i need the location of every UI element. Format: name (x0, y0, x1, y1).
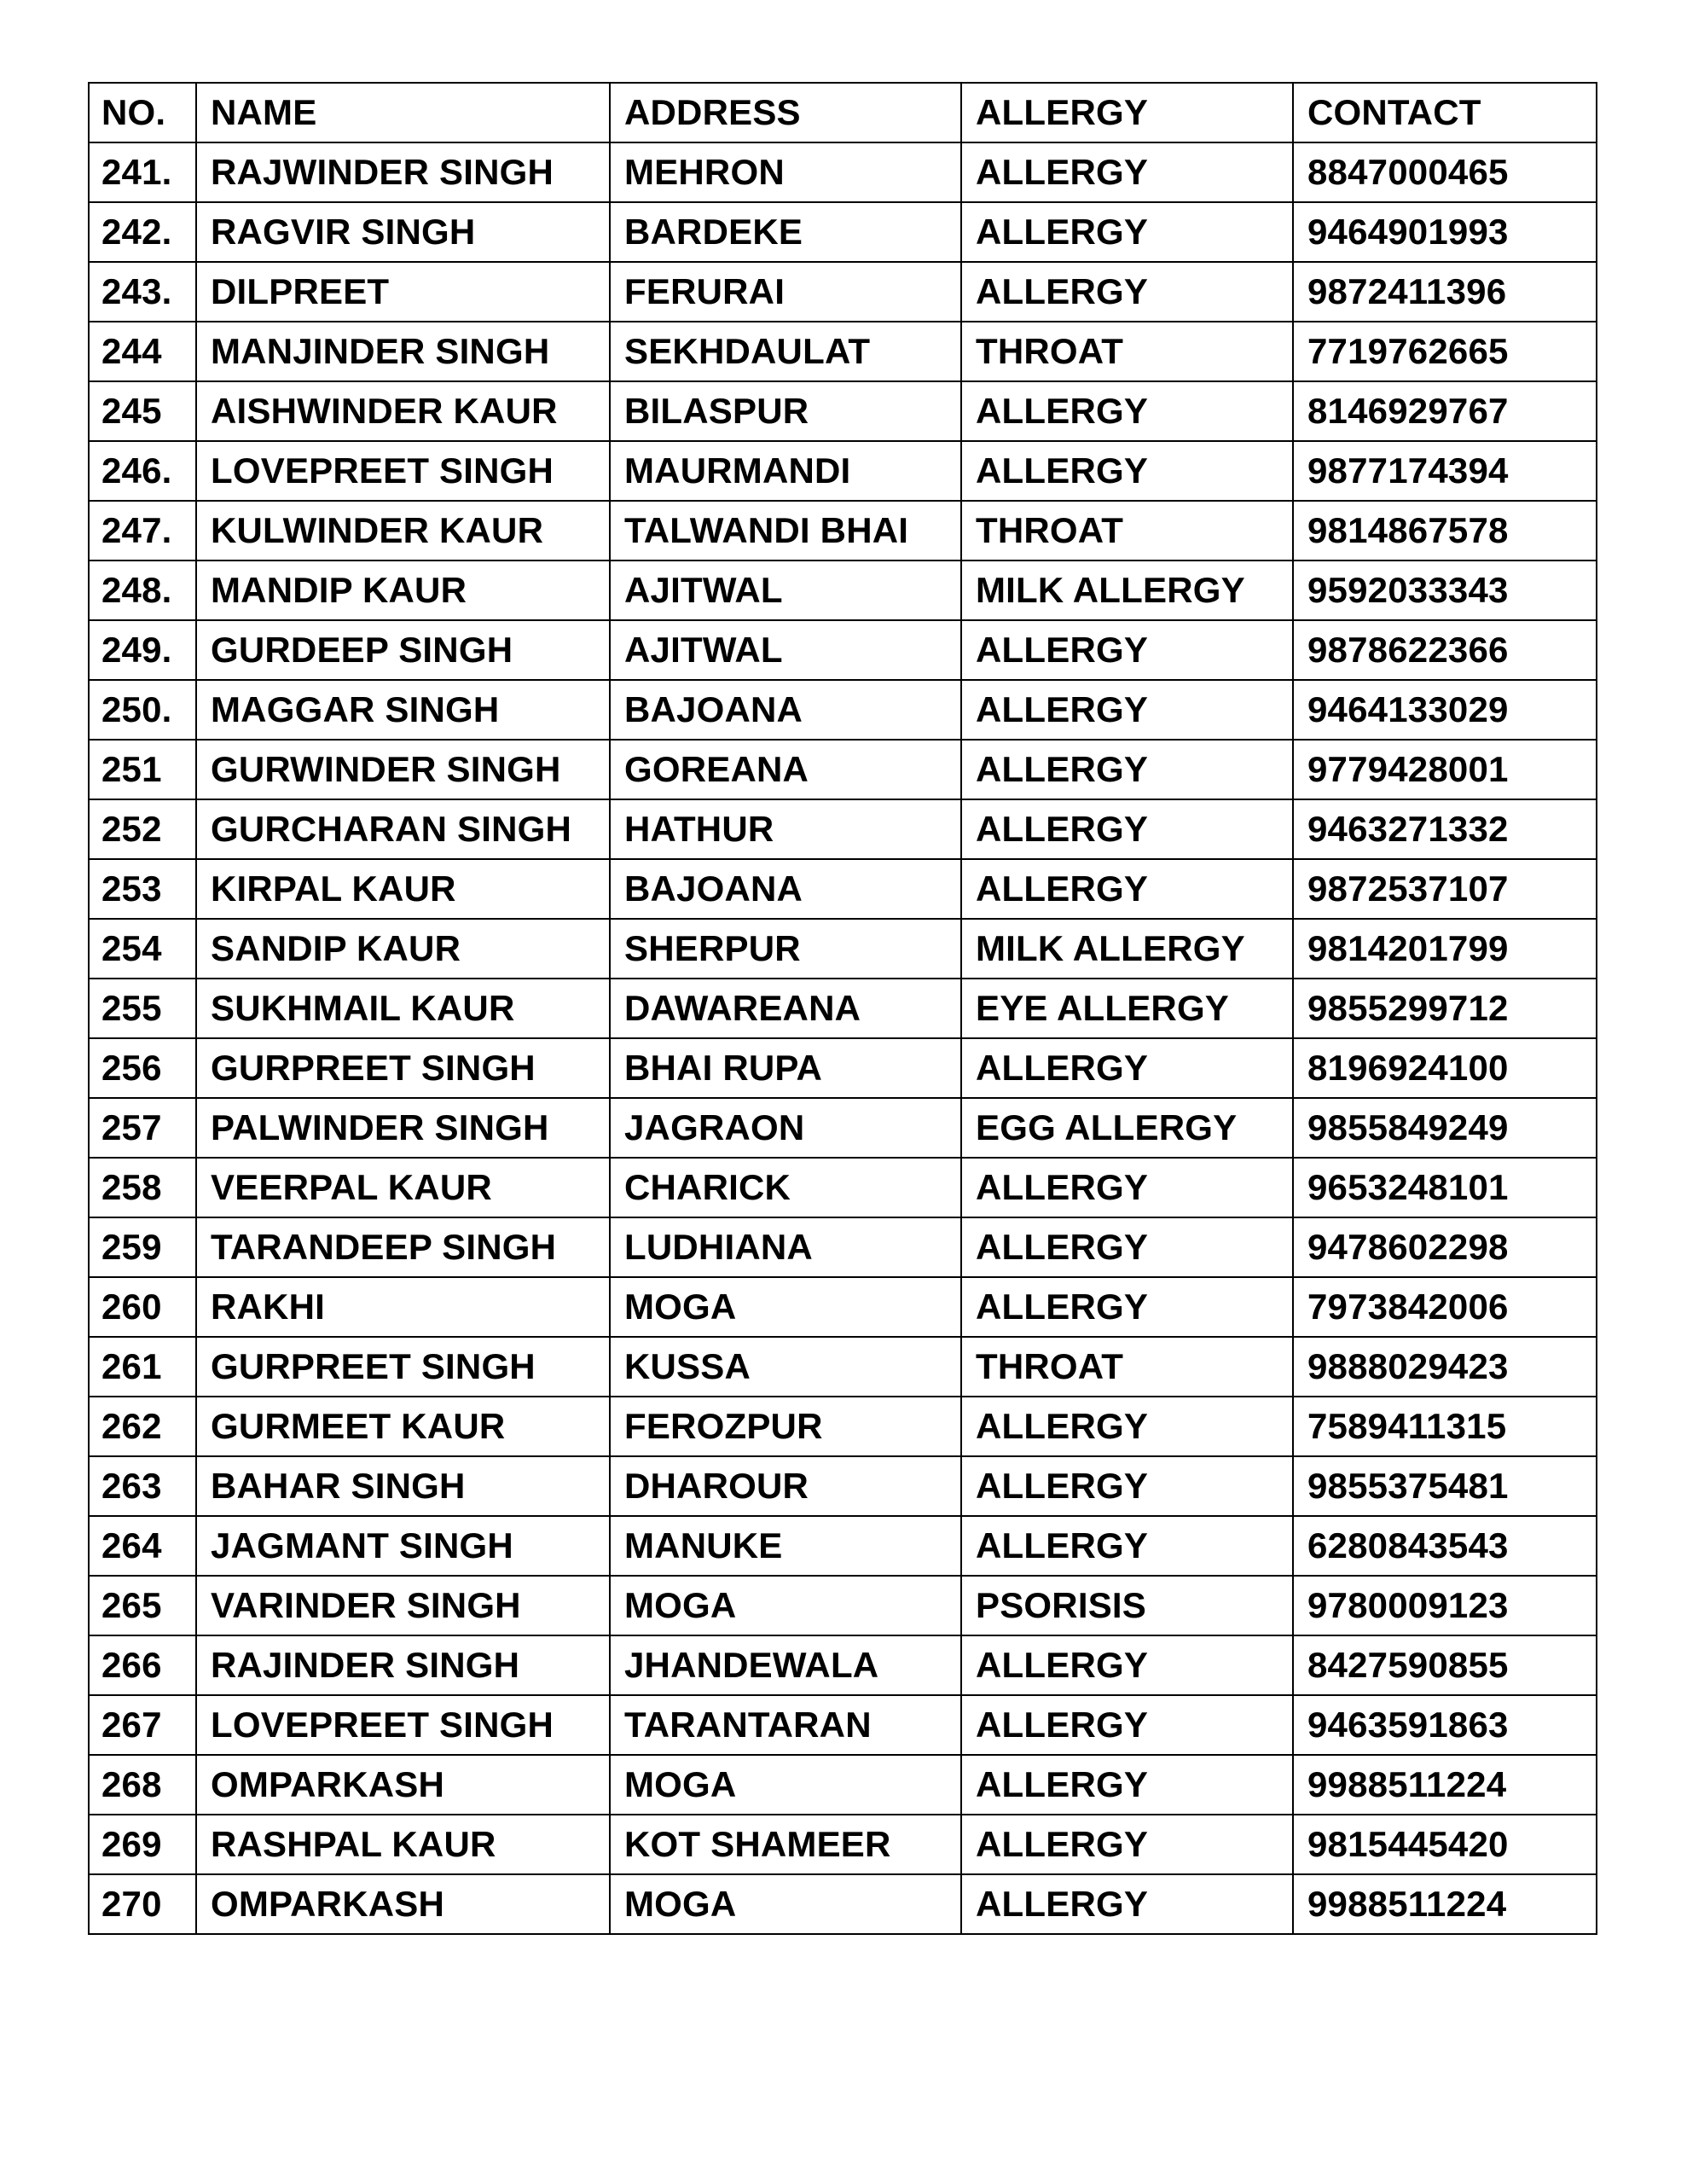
table-row (89, 1815, 1597, 1874)
cell-contact: 7973842006 (1293, 1277, 1597, 1337)
table-row (89, 979, 1597, 1038)
cell-address: BARDEKE (610, 202, 961, 262)
table-row (89, 322, 1597, 381)
cell-no: 259 (89, 1217, 196, 1277)
cell-contact: 6280843543 (1293, 1516, 1597, 1576)
cell-no: 250. (89, 680, 196, 740)
cell-address: MEHRON (610, 142, 961, 202)
cell-allergy: ALLERGY (961, 1038, 1293, 1098)
cell-contact: 8196924100 (1293, 1038, 1597, 1098)
table-row (89, 799, 1597, 859)
cell-allergy: THROAT (961, 501, 1293, 561)
cell-name: VARINDER SINGH (196, 1576, 610, 1635)
table-row (89, 859, 1597, 919)
cell-no: 248. (89, 561, 196, 620)
cell-allergy: ALLERGY (961, 262, 1293, 322)
table-row (89, 381, 1597, 441)
table-row (89, 740, 1597, 799)
cell-allergy: ALLERGY (961, 1874, 1293, 1934)
cell-no: 263 (89, 1456, 196, 1516)
cell-address: MOGA (610, 1874, 961, 1934)
cell-address: GOREANA (610, 740, 961, 799)
cell-allergy: ALLERGY (961, 441, 1293, 501)
table-row (89, 501, 1597, 561)
cell-name: RAJINDER SINGH (196, 1635, 610, 1695)
cell-allergy: ALLERGY (961, 202, 1293, 262)
table-row (89, 1635, 1597, 1695)
cell-no: 262 (89, 1397, 196, 1456)
cell-contact: 9815445420 (1293, 1815, 1597, 1874)
cell-no: 270 (89, 1874, 196, 1934)
cell-no: 247. (89, 501, 196, 561)
cell-contact: 9463591863 (1293, 1695, 1597, 1755)
cell-contact: 9872411396 (1293, 262, 1597, 322)
table-row (89, 919, 1597, 979)
cell-name: MANDIP KAUR (196, 561, 610, 620)
cell-contact: 9464133029 (1293, 680, 1597, 740)
cell-name: RASHPAL KAUR (196, 1815, 610, 1874)
cell-address: KOT SHAMEER (610, 1815, 961, 1874)
cell-contact: 9988511224 (1293, 1755, 1597, 1815)
cell-address: AJITWAL (610, 561, 961, 620)
table-row (89, 1038, 1597, 1098)
cell-no: 242. (89, 202, 196, 262)
cell-address: KUSSA (610, 1337, 961, 1397)
cell-allergy: PSORISIS (961, 1576, 1293, 1635)
cell-address: BILASPUR (610, 381, 961, 441)
table-row (89, 1397, 1597, 1456)
cell-no: 251 (89, 740, 196, 799)
cell-no: 249. (89, 620, 196, 680)
cell-no: 243. (89, 262, 196, 322)
cell-address: MOGA (610, 1277, 961, 1337)
table-row (89, 441, 1597, 501)
table-row (89, 1217, 1597, 1277)
cell-contact: 9988511224 (1293, 1874, 1597, 1934)
cell-allergy: EGG ALLERGY (961, 1098, 1293, 1158)
cell-no: 268 (89, 1755, 196, 1815)
cell-address: FEROZPUR (610, 1397, 961, 1456)
cell-no: 255 (89, 979, 196, 1038)
cell-address: FERURAI (610, 262, 961, 322)
cell-contact: 9780009123 (1293, 1576, 1597, 1635)
cell-no: 253 (89, 859, 196, 919)
cell-address: TALWANDI BHAI (610, 501, 961, 561)
cell-address: HATHUR (610, 799, 961, 859)
cell-no: 265 (89, 1576, 196, 1635)
cell-no: 244 (89, 322, 196, 381)
cell-contact: 9877174394 (1293, 441, 1597, 501)
cell-allergy: ALLERGY (961, 1456, 1293, 1516)
cell-allergy: MILK ALLERGY (961, 919, 1293, 979)
cell-contact: 9855849249 (1293, 1098, 1597, 1158)
table-row (89, 1874, 1597, 1934)
cell-no: 245 (89, 381, 196, 441)
cell-contact: 9478602298 (1293, 1217, 1597, 1277)
table-row (89, 620, 1597, 680)
cell-name: RAGVIR SINGH (196, 202, 610, 262)
cell-name: OMPARKASH (196, 1874, 610, 1934)
cell-name: RAKHI (196, 1277, 610, 1337)
cell-name: MAGGAR SINGH (196, 680, 610, 740)
table-row (89, 1158, 1597, 1217)
cell-name: GURCHARAN SINGH (196, 799, 610, 859)
cell-name: OMPARKASH (196, 1755, 610, 1815)
cell-no: 264 (89, 1516, 196, 1576)
cell-contact: 9814867578 (1293, 501, 1597, 561)
cell-no: 241. (89, 142, 196, 202)
table-row (89, 1337, 1597, 1397)
cell-contact: 9855375481 (1293, 1456, 1597, 1516)
cell-no: 267 (89, 1695, 196, 1755)
table-row (89, 680, 1597, 740)
cell-name: GURMEET KAUR (196, 1397, 610, 1456)
header-allergy: ALLERGY (961, 83, 1293, 142)
cell-name: DILPREET (196, 262, 610, 322)
table-header-row (89, 83, 1597, 142)
cell-no: 257 (89, 1098, 196, 1158)
table-row (89, 1576, 1597, 1635)
cell-contact: 8847000465 (1293, 142, 1597, 202)
cell-allergy: ALLERGY (961, 142, 1293, 202)
cell-name: MANJINDER SINGH (196, 322, 610, 381)
cell-address: MAURMANDI (610, 441, 961, 501)
cell-name: VEERPAL KAUR (196, 1158, 610, 1217)
cell-address: SHERPUR (610, 919, 961, 979)
cell-name: GURPREET SINGH (196, 1337, 610, 1397)
cell-contact: 9888029423 (1293, 1337, 1597, 1397)
table-row (89, 561, 1597, 620)
cell-name: RAJWINDER SINGH (196, 142, 610, 202)
table-row (89, 1098, 1597, 1158)
cell-no: 252 (89, 799, 196, 859)
cell-contact: 9779428001 (1293, 740, 1597, 799)
cell-no: 260 (89, 1277, 196, 1337)
cell-address: DAWAREANA (610, 979, 961, 1038)
cell-name: BAHAR SINGH (196, 1456, 610, 1516)
cell-allergy: ALLERGY (961, 680, 1293, 740)
cell-address: DHAROUR (610, 1456, 961, 1516)
cell-allergy: ALLERGY (961, 1217, 1293, 1277)
cell-address: MOGA (610, 1755, 961, 1815)
cell-address: AJITWAL (610, 620, 961, 680)
cell-allergy: MILK ALLERGY (961, 561, 1293, 620)
cell-no: 258 (89, 1158, 196, 1217)
cell-no: 261 (89, 1337, 196, 1397)
patient-allergy-table (88, 82, 1597, 1935)
cell-contact: 8427590855 (1293, 1635, 1597, 1695)
cell-address: MANUKE (610, 1516, 961, 1576)
cell-contact: 9463271332 (1293, 799, 1597, 859)
cell-address: JHANDEWALA (610, 1635, 961, 1695)
cell-name: GURWINDER SINGH (196, 740, 610, 799)
cell-allergy: ALLERGY (961, 740, 1293, 799)
cell-name: KULWINDER KAUR (196, 501, 610, 561)
cell-address: MOGA (610, 1576, 961, 1635)
table-row (89, 1456, 1597, 1516)
cell-contact: 9464901993 (1293, 202, 1597, 262)
cell-contact: 7589411315 (1293, 1397, 1597, 1456)
cell-name: GURPREET SINGH (196, 1038, 610, 1098)
cell-no: 246. (89, 441, 196, 501)
cell-no: 256 (89, 1038, 196, 1098)
cell-contact: 9855299712 (1293, 979, 1597, 1038)
cell-address: TARANTARAN (610, 1695, 961, 1755)
cell-address: CHARICK (610, 1158, 961, 1217)
table-body (89, 142, 1597, 1934)
header-name: NAME (196, 83, 610, 142)
cell-name: KIRPAL KAUR (196, 859, 610, 919)
cell-no: 266 (89, 1635, 196, 1695)
cell-allergy: ALLERGY (961, 1277, 1293, 1337)
cell-contact: 9872537107 (1293, 859, 1597, 919)
table-row (89, 142, 1597, 202)
table-row (89, 1277, 1597, 1337)
cell-no: 254 (89, 919, 196, 979)
cell-address: SEKHDAULAT (610, 322, 961, 381)
cell-allergy: ALLERGY (961, 1695, 1293, 1755)
cell-name: SANDIP KAUR (196, 919, 610, 979)
cell-allergy: ALLERGY (961, 1815, 1293, 1874)
cell-allergy: ALLERGY (961, 1755, 1293, 1815)
table-row (89, 202, 1597, 262)
cell-address: BAJOANA (610, 680, 961, 740)
cell-name: SUKHMAIL KAUR (196, 979, 610, 1038)
table-row (89, 1516, 1597, 1576)
cell-address: BAJOANA (610, 859, 961, 919)
table-row (89, 1755, 1597, 1815)
header-no: NO. (89, 83, 196, 142)
cell-name: TARANDEEP SINGH (196, 1217, 610, 1277)
cell-allergy: ALLERGY (961, 620, 1293, 680)
cell-allergy: ALLERGY (961, 1397, 1293, 1456)
cell-allergy: EYE ALLERGY (961, 979, 1293, 1038)
header-address: ADDRESS (610, 83, 961, 142)
cell-address: BHAI RUPA (610, 1038, 961, 1098)
cell-contact: 8146929767 (1293, 381, 1597, 441)
cell-contact: 9878622366 (1293, 620, 1597, 680)
cell-name: AISHWINDER KAUR (196, 381, 610, 441)
cell-address: JAGRAON (610, 1098, 961, 1158)
cell-address: LUDHIANA (610, 1217, 961, 1277)
cell-name: GURDEEP SINGH (196, 620, 610, 680)
cell-contact: 7719762665 (1293, 322, 1597, 381)
cell-contact: 9814201799 (1293, 919, 1597, 979)
cell-name: JAGMANT SINGH (196, 1516, 610, 1576)
cell-allergy: ALLERGY (961, 1158, 1293, 1217)
cell-name: LOVEPREET SINGH (196, 441, 610, 501)
cell-allergy: ALLERGY (961, 799, 1293, 859)
table-row (89, 262, 1597, 322)
cell-allergy: ALLERGY (961, 859, 1293, 919)
cell-contact: 9653248101 (1293, 1158, 1597, 1217)
cell-allergy: ALLERGY (961, 1635, 1293, 1695)
header-contact: CONTACT (1293, 83, 1597, 142)
cell-allergy: THROAT (961, 322, 1293, 381)
table-row (89, 1695, 1597, 1755)
cell-allergy: THROAT (961, 1337, 1293, 1397)
cell-no: 269 (89, 1815, 196, 1874)
cell-name: LOVEPREET SINGH (196, 1695, 610, 1755)
cell-contact: 9592033343 (1293, 561, 1597, 620)
cell-allergy: ALLERGY (961, 1516, 1293, 1576)
cell-allergy: ALLERGY (961, 381, 1293, 441)
cell-name: PALWINDER SINGH (196, 1098, 610, 1158)
